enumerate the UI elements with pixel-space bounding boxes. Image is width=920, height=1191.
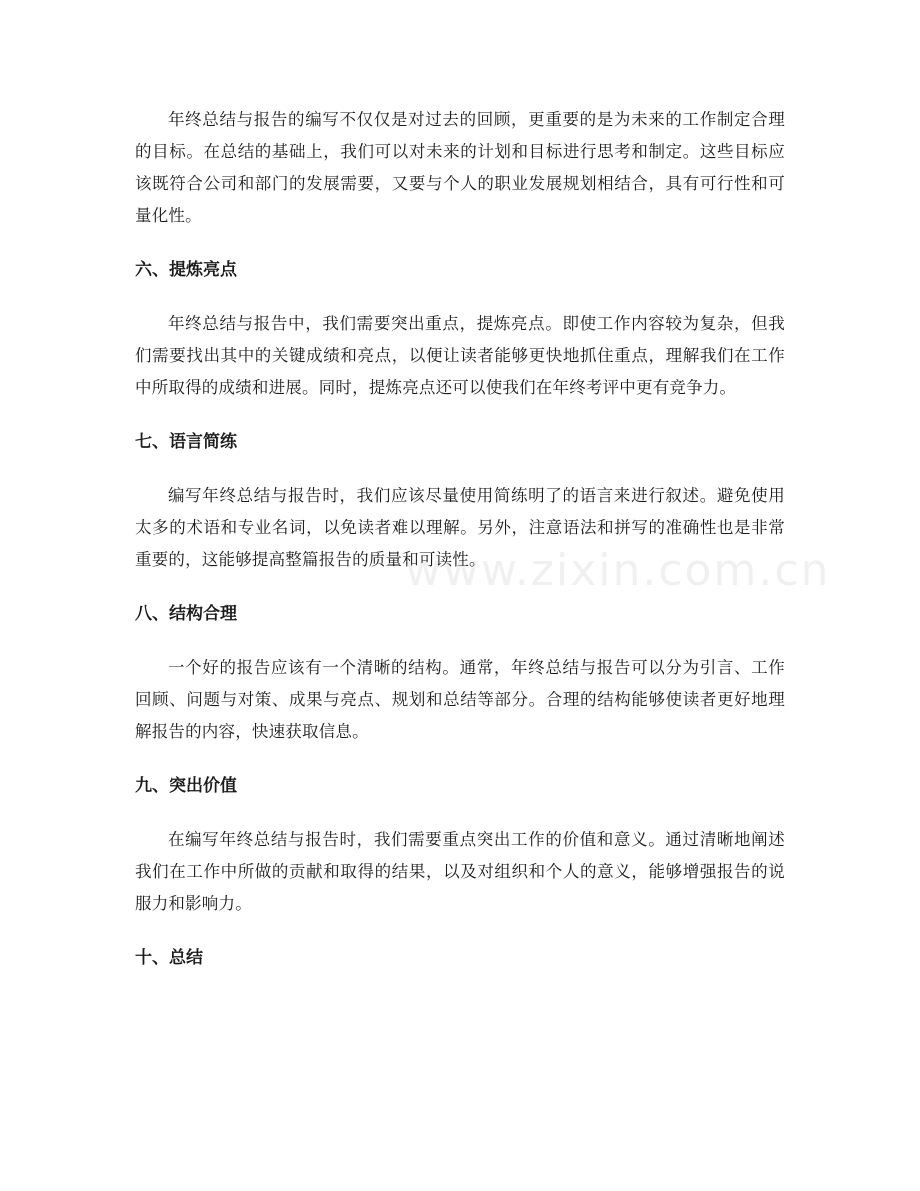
section-paragraph-9: 在编写年终总结与报告时，我们需要重点突出工作的价值和意义。通过清晰地阐述我们在工作中所做的贡献和取得的结果，以及对组织和个人的意义，能够增强报告的说服力和影响力。 bbox=[135, 830, 785, 913]
section-heading-10: 十、总结 bbox=[135, 948, 203, 968]
section-paragraph-7: 编写年终总结与报告时，我们应该尽量使用简练明了的语言来进行叙述。避免使用太多的术语和专业名词，以免读者难以理解。另外，注意语法和拼写的准确性也是非常重要的，这能够提高整篇报告的质量和可读性。 bbox=[135, 486, 785, 569]
intro-paragraph: 年终总结与报告的编写不仅仅是对过去的回顾，更重要的是为未来的工作制定合理的目标。在总结的基础上，我们可以对未来的计划和目标进行思考和制定。这些目标应该既符合公司和部门的发展需要，又要与个人的职业发展规划相结合，具有可行性和可量化性。 bbox=[135, 110, 785, 225]
section-paragraph-8: 一个好的报告应该有一个清晰的结构。通常，年终总结与报告可以分为引言、工作回顾、问题与对策、成果与亮点、规划和总结等部分。合理的结构能够使读者更好地理解报告的内容，快速获取信息。 bbox=[135, 658, 785, 741]
section-heading-9: 九、突出价值 bbox=[135, 776, 237, 796]
section-heading-8: 八、结构合理 bbox=[135, 604, 237, 624]
section-heading-6: 六、提炼亮点 bbox=[135, 260, 237, 280]
section-paragraph-6: 年终总结与报告中，我们需要突出重点，提炼亮点。即使工作内容较为复杂，但我们需要找出其中的关键成绩和亮点，以便让读者能够更快地抓住重点，理解我们在工作中所取得的成绩和进展。同时，提炼亮点还可以使我们在年终考评中更有竞争力。 bbox=[135, 314, 785, 397]
section-heading-7: 七、语言简练 bbox=[135, 432, 237, 452]
document-body bbox=[135, 104, 785, 974]
watermark: www.zixin.com.cn bbox=[405, 545, 831, 596]
